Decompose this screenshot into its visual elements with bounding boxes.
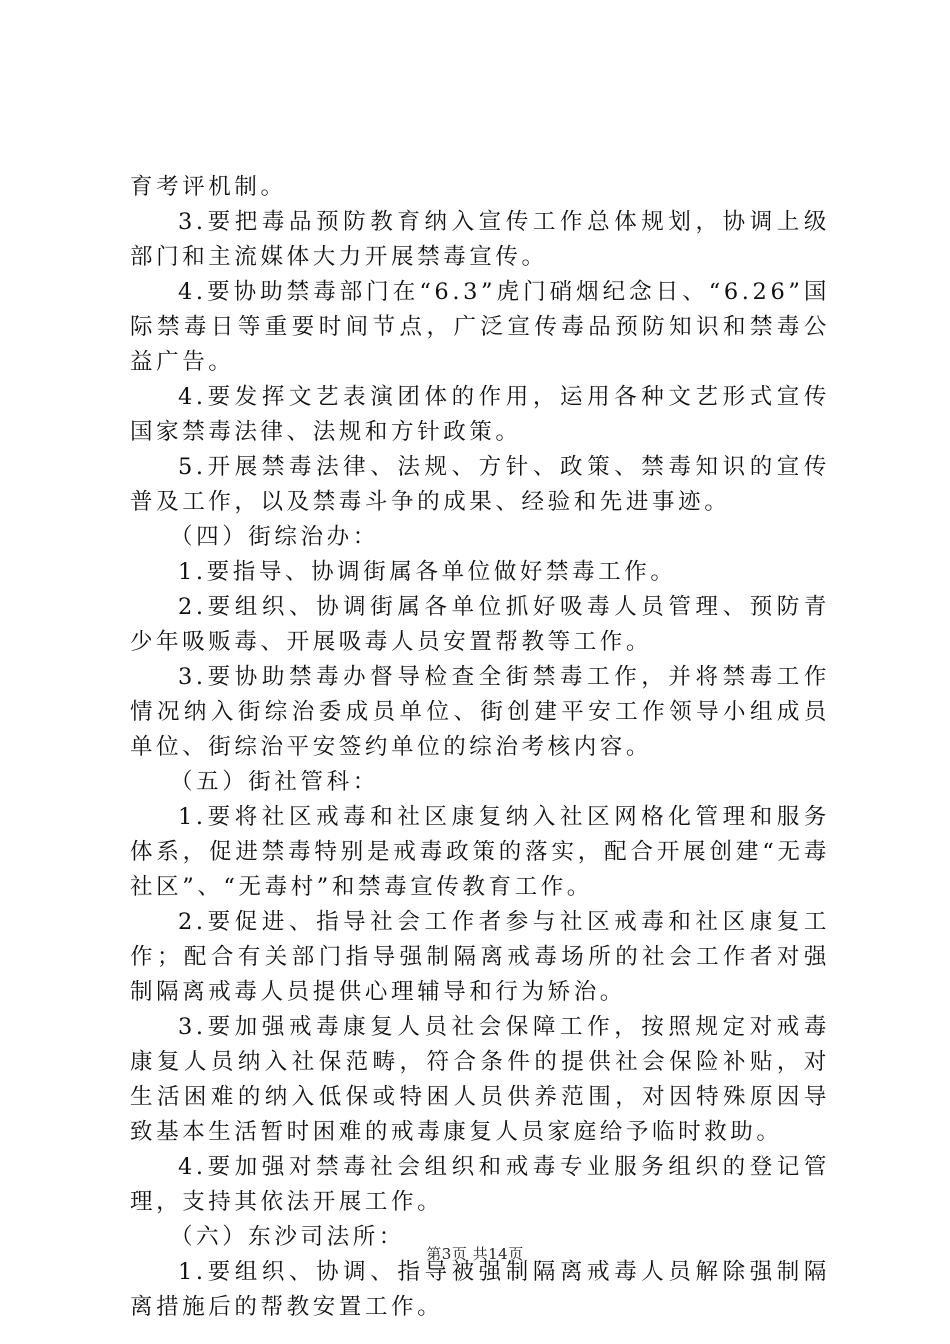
paragraph-section5-item-4: 4.要加强对禁毒社会组织和戒毒专业服务组织的登记管理，支持其依法开展工作。 [130,1154,830,1215]
section-heading-4: （四）街综治办： [170,524,379,550]
paragraph-item-4-art-groups: 4.要发挥文艺表演团体的作用，运用各种文艺形式宣传国家禁毒法律、法规和方针政策。 [130,384,830,445]
paragraph-item-5-law-publicity: 5.开展禁毒法律、法规、方针、政策、禁毒知识的宣传普及工作，以及禁毒斗争的成果、经验和先进事迹。 [130,454,830,515]
paragraph-item-4-key-dates: 4.要协助禁毒部门在“6.3”虎门硝烟纪念日、“6.26”国际禁毒日等重要时间节点，广泛宣传毒品预防知识和禁毒公益广告。 [130,279,830,375]
paragraph-section4-item-2: 2.要组织、协调街属各单位抓好吸毒人员管理、预防青少年吸贩毒、开展吸毒人员安置帮教等工作。 [130,594,830,655]
paragraph-section4-item-1: 1.要指导、协调街属各单位做好禁毒工作。 [178,559,677,585]
paragraph-section5-item-3: 3.要加强戒毒康复人员社会保障工作，按照规定对戒毒康复人员纳入社保范畴，符合条件的提供社会保险补贴，对生活困难的纳入低保或特困人员供养范围，对因特殊原因导致基本生活暂时困难的戒毒康复人员家庭给予临时救助。 [130,1014,830,1145]
paragraph-section5-item-1: 1.要将社区戒毒和社区康复纳入社区网格化管理和服务体系，促进禁毒特别是戒毒政策的落实，配合开展创建“无毒社区”、“无毒村”和禁毒宣传教育工作。 [130,804,830,900]
paragraph-section4-item-3: 3.要协助禁毒办督导检查全街禁毒工作，并将禁毒工作情况纳入街综治委成员单位、街创建平安工作领导小组成员单位、街综治平安签约单位的综治考核内容。 [130,664,830,760]
paragraph-section5-item-2: 2.要促进、指导社会工作者参与社区戒毒和社区康复工作；配合有关部门指导强制隔离戒毒场所的社会工作者对强制隔离戒毒人员提供心理辅导和行为矫治。 [130,909,830,1005]
paragraph-section6-item-1: 1.要组织、协调、指导被强制隔离戒毒人员解除强制隔离措施后的帮教安置工作。 [130,1259,830,1320]
paragraph-item-3-propaganda-plan: 3.要把毒品预防教育纳入宣传工作总体规划，协调上级部门和主流媒体大力开展禁毒宣传。 [130,209,830,270]
page-number-footer: 第3页 共14页 [426,1245,524,1263]
section-heading-5: （五）街社管科： [170,769,379,795]
section-heading-6: （六）东沙司法所： [170,1224,405,1250]
document-body [130,170,830,1325]
paragraph-continuation: 育考评机制。 [130,174,287,200]
